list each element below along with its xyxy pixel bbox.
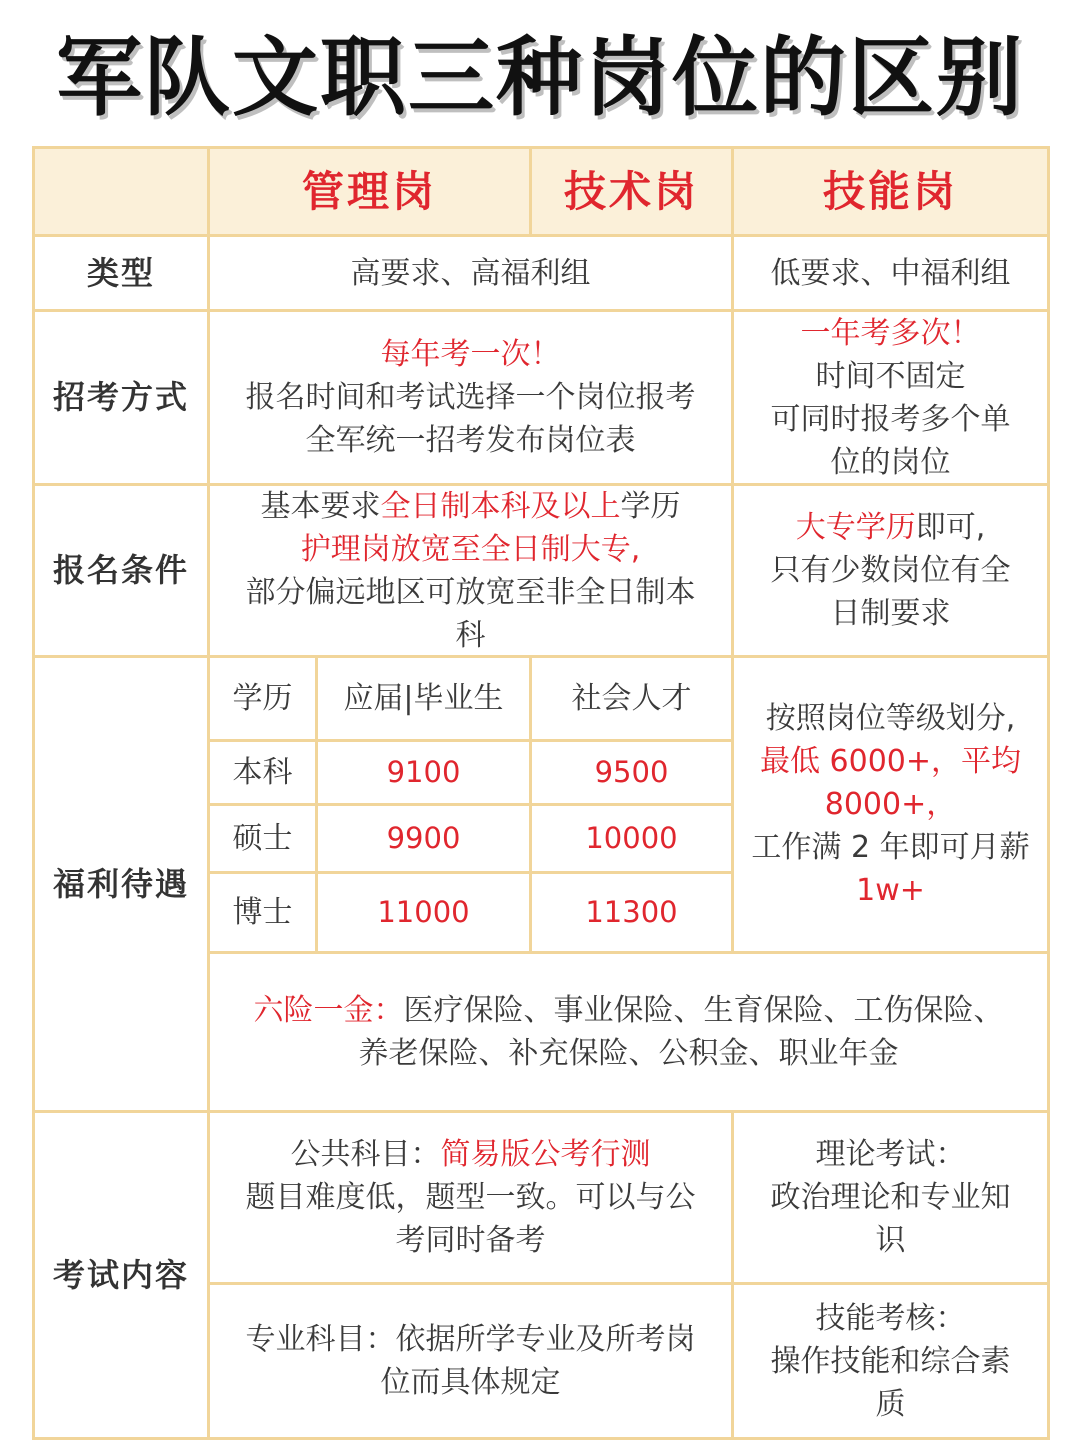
salary-degree-text: 博士 (232, 895, 293, 930)
exam-method-skill-line3: 可同时报考多个单 (770, 401, 1011, 437)
exam-skill-theory-cell (734, 1113, 1047, 1285)
type-mgmt-tech-text: 高要求、高福利组 (350, 255, 591, 291)
header-skill (734, 149, 1047, 237)
row-benefits-label-cell (35, 658, 210, 1113)
benefits-skill-line3: 工作满 2 年即可月薪 (751, 830, 1030, 865)
exam-method-mgmt-line2: 报名时间和考试选择一个岗位报考 (245, 380, 696, 415)
salary-row-master-social (532, 806, 734, 874)
requirements-mgmt-line1 (261, 485, 681, 528)
requirements-skill-line3: 日制要求 (830, 596, 951, 631)
requirements-skill-suffix: 即可, (915, 510, 986, 545)
exam-skill-assess-line1: 技能考核： (815, 1300, 966, 1336)
exam-public-prefix: 公共科目： (290, 1137, 441, 1172)
row-exam-content-label-cell (35, 1113, 210, 1437)
type-mgmt-tech-cell (210, 237, 734, 312)
exam-professional-line2: 位而具体规定 (380, 1365, 561, 1400)
insurance-line1 (254, 989, 1004, 1032)
header-corner-cell (35, 149, 210, 237)
exam-public-line1 (291, 1133, 651, 1176)
benefits-skill-line1: 按照岗位等级划分, (765, 701, 1016, 736)
requirements-skill-highlight: 大专学历 (795, 510, 916, 545)
salary-value: 11000 (377, 895, 470, 929)
exam-public-line2: 题目难度低，题型一致。可以与公 (245, 1180, 696, 1215)
row-type-label: 类型 (86, 253, 155, 292)
requirements-mgmt-highlight1: 全日制本科及以上 (380, 488, 621, 524)
exam-skill-assess-cell (734, 1285, 1047, 1437)
exam-skill-theory-line2: 政治理论和专业知 (770, 1180, 1011, 1215)
exam-professional-cell (210, 1285, 734, 1437)
exam-method-skill-highlight: 一年考多次！ (800, 315, 981, 351)
header-management-label: 管理岗 (301, 167, 437, 216)
exam-skill-assess-line3: 质 (875, 1386, 906, 1422)
header-technical-label: 技术岗 (563, 167, 699, 216)
row-benefits-label: 福利待遇 (52, 864, 189, 903)
exam-method-skill-line2: 时间不固定 (815, 358, 966, 394)
salary-row-bachelor-social (532, 742, 734, 806)
requirements-mgmt-tech-cell (210, 486, 734, 658)
salary-value: 11300 (585, 895, 678, 929)
salary-row-bachelor-degree (210, 742, 318, 806)
exam-method-skill-cell (734, 312, 1047, 486)
exam-skill-assess-line2: 操作技能和综合素 (770, 1343, 1011, 1379)
salary-degree-text: 本科 (232, 755, 293, 790)
requirements-mgmt-line3: 部分偏远地区可放宽至非全日制本 (245, 574, 696, 610)
requirements-mgmt-prefix: 基本要求 (260, 488, 381, 524)
salary-value: 9900 (386, 821, 461, 855)
row-exam-method-label-cell (35, 312, 210, 486)
exam-public-line3: 考同时备考 (395, 1223, 546, 1258)
type-skill-text: 低要求、中福利组 (770, 255, 1011, 291)
exam-method-mgmt-line3: 全军统一招考发布岗位表 (305, 423, 636, 458)
salary-row-doctor-degree (210, 874, 318, 954)
insurance-highlight: 六险一金： (253, 993, 404, 1028)
salary-header-social (532, 658, 734, 742)
requirements-skill-line2: 只有少数岗位有全 (770, 553, 1011, 588)
requirements-skill-cell (734, 486, 1047, 658)
insurance-text1: 医疗保险、事业保险、生育保险、工伤保险、 (403, 993, 1004, 1028)
page-title: 军队文职三种岗位的区别 (56, 28, 1024, 128)
requirements-mgmt-suffix: 学历 (620, 488, 681, 524)
row-type-label-cell (35, 237, 210, 312)
requirements-skill-line1 (796, 506, 986, 549)
salary-row-master-graduate (318, 806, 532, 874)
salary-header-graduate (318, 658, 532, 742)
insurance-cell (210, 954, 1047, 1113)
row-requirements-label-cell (35, 486, 210, 658)
salary-header-degree-text: 学历 (232, 681, 293, 716)
exam-skill-theory-line3: 识 (875, 1223, 906, 1258)
salary-row-doctor-social (532, 874, 734, 954)
exam-method-mgmt-tech-cell (210, 312, 734, 486)
row-requirements-label: 报名条件 (52, 551, 189, 589)
benefits-skill-highlight2: 8000+， (824, 787, 957, 822)
benefits-skill-cell (734, 658, 1047, 954)
benefits-skill-highlight1: 最低 6000+，平均 (759, 744, 1022, 779)
exam-skill-theory-line1: 理论考试： (815, 1137, 966, 1172)
exam-public-highlight: 简易版公考行测 (440, 1137, 651, 1172)
salary-row-doctor-graduate (318, 874, 532, 954)
header-skill-label: 技能岗 (822, 167, 958, 216)
requirements-mgmt-line4: 科 (455, 617, 486, 653)
header-management (210, 149, 532, 237)
salary-header-social-text: 社会人才 (571, 681, 692, 716)
exam-method-mgmt-highlight: 每年考一次！ (380, 337, 561, 372)
exam-public-cell (210, 1113, 734, 1285)
salary-row-bachelor-graduate (318, 742, 532, 806)
requirements-mgmt-highlight2: 护理岗放宽至全日制大专, (300, 531, 641, 567)
salary-row-master-degree (210, 806, 318, 874)
salary-header-degree (210, 658, 318, 742)
header-technical (532, 149, 734, 237)
salary-value: 9100 (386, 755, 461, 789)
salary-value: 9500 (594, 755, 669, 789)
comparison-table (32, 146, 1050, 1440)
salary-degree-text: 硕士 (232, 821, 293, 856)
row-exam-method-label: 招考方式 (52, 378, 189, 416)
row-exam-content-label: 考试内容 (52, 1255, 189, 1294)
exam-professional-line1: 专业科目：依据所学专业及所考岗 (245, 1322, 696, 1357)
insurance-text2: 养老保险、补充保险、公积金、职业年金 (358, 1036, 899, 1071)
type-skill-cell (734, 237, 1047, 312)
salary-value: 10000 (585, 821, 678, 855)
salary-header-graduate-text: 应届|毕业生 (343, 681, 504, 716)
benefits-skill-highlight3: 1w+ (856, 873, 925, 908)
exam-method-skill-line4: 位的岗位 (830, 444, 951, 480)
